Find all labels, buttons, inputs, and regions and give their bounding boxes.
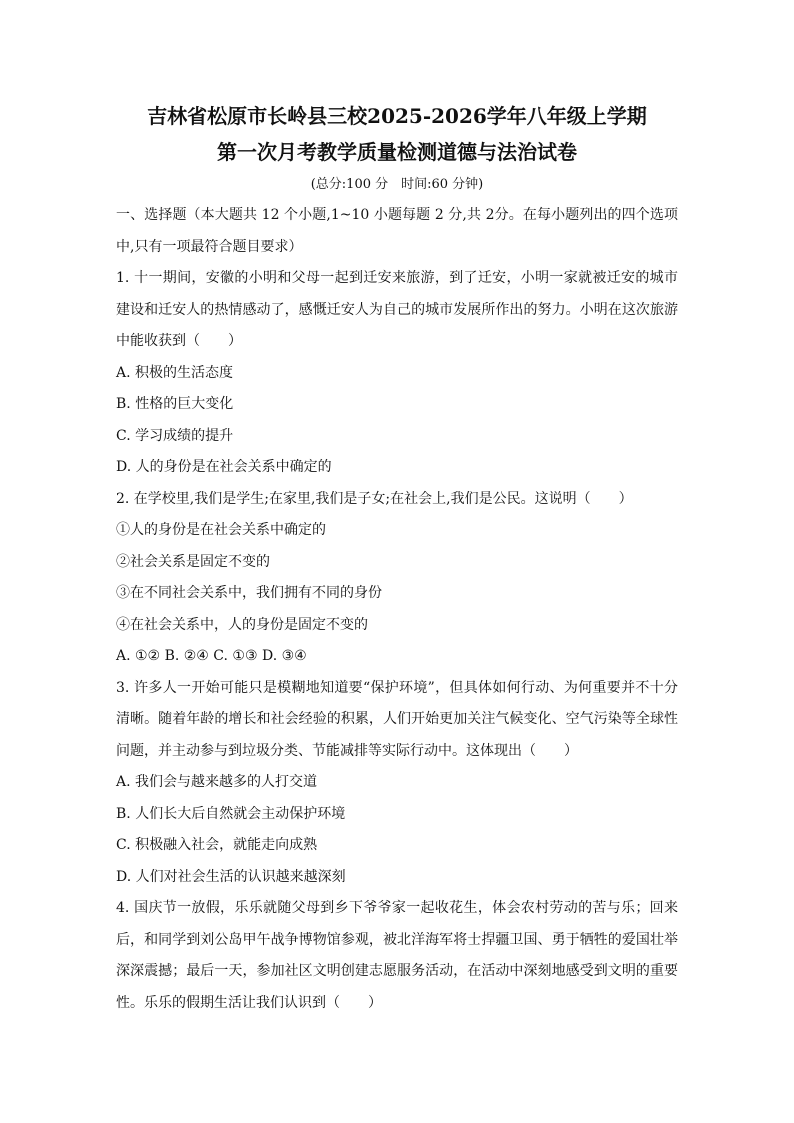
section-heading: 一、选择题（本大题共 12 个小题,1~10 小题每题 2 分,共 2分。在每小题列出的四个选项中,只有一项最符合题目要求） bbox=[116, 207, 678, 255]
option-a: A. 我们会与越来越多的人打交道 bbox=[116, 774, 318, 790]
option-d: D. 人们对社会生活的认识越来越深刻 bbox=[116, 868, 346, 885]
statement-4: ④在社会关系中，人的身份是固定不变的 bbox=[116, 616, 368, 633]
question-stem: 3. 许多人一开始可能只是模糊地知道要“保护环境”，但具体如何行动、为何重要并不十分清晰。随着年龄的增长和社会经验的积累，人们开始更加关注气候变化、空气污染等全球性问题，并主动参与到垃圾分类、节能减排等实际行动中。这体现出（ ） bbox=[116, 679, 678, 759]
exam-title-line-2: 第一次月考教学质量检测道德与法治试卷 bbox=[217, 140, 577, 164]
option-c: C. 积极融入社会，就能走向成熟 bbox=[116, 837, 318, 853]
option-c: C. 学习成绩的提升 bbox=[116, 427, 234, 444]
exam-content bbox=[116, 200, 678, 1019]
option-b: B. 性格的巨大变化 bbox=[116, 396, 234, 412]
question-3 bbox=[116, 673, 678, 894]
statement-2: ②社会关系是固定不变的 bbox=[116, 553, 270, 570]
question-4 bbox=[116, 893, 678, 1019]
option-b: B. 人们长大后自然就会主动保护环境 bbox=[116, 805, 346, 822]
option-d: D. 人的身份是在社会关系中确定的 bbox=[116, 459, 332, 475]
question-stem: 2. 在学校里,我们是学生;在家里,我们是子女;在社会上,我们是公民。这说明（ ） bbox=[116, 490, 633, 507]
statement-1: ①人的身份是在社会关系中确定的 bbox=[116, 522, 326, 538]
question-stem: 1. 十一期间，安徽的小明和父母一起到迁安来旅游，到了迁安，小明一家就被迁安的城市建设和迁安人的热情感动了，感慨迁安人为自己的城市发展所作出的努力。小明在这次旅游中能收获到（ ） bbox=[116, 270, 678, 349]
question-1 bbox=[116, 263, 678, 484]
question-2 bbox=[116, 484, 678, 673]
exam-title-line-1: 吉林省松原市长岭县三校2025-2026学年八年级上学期 bbox=[147, 104, 647, 128]
options-line: A. ①② B. ②④ C. ①③ D. ③④ bbox=[116, 648, 307, 664]
statement-3: ③在不同社会关系中，我们拥有不同的身份 bbox=[116, 585, 382, 601]
exam-score-time: (总分:100 分 时间:60 分钟) bbox=[310, 177, 484, 192]
option-a: A. 积极的生活态度 bbox=[116, 364, 234, 381]
question-stem: 4. 国庆节一放假，乐乐就随父母到乡下爷爷家一起收花生，体会农村劳动的苦与乐；回来后，和同学到刘公岛甲午战争博物馆参观，被北洋海军将士捍疆卫国、勇于牺牲的爱国壮举深深震撼；最后一天，参加社区文明创建志愿服务活动，在活动中深刻地感受到文明的重要性。乐乐的假期生活让我们认识到（ ） bbox=[116, 900, 678, 1011]
